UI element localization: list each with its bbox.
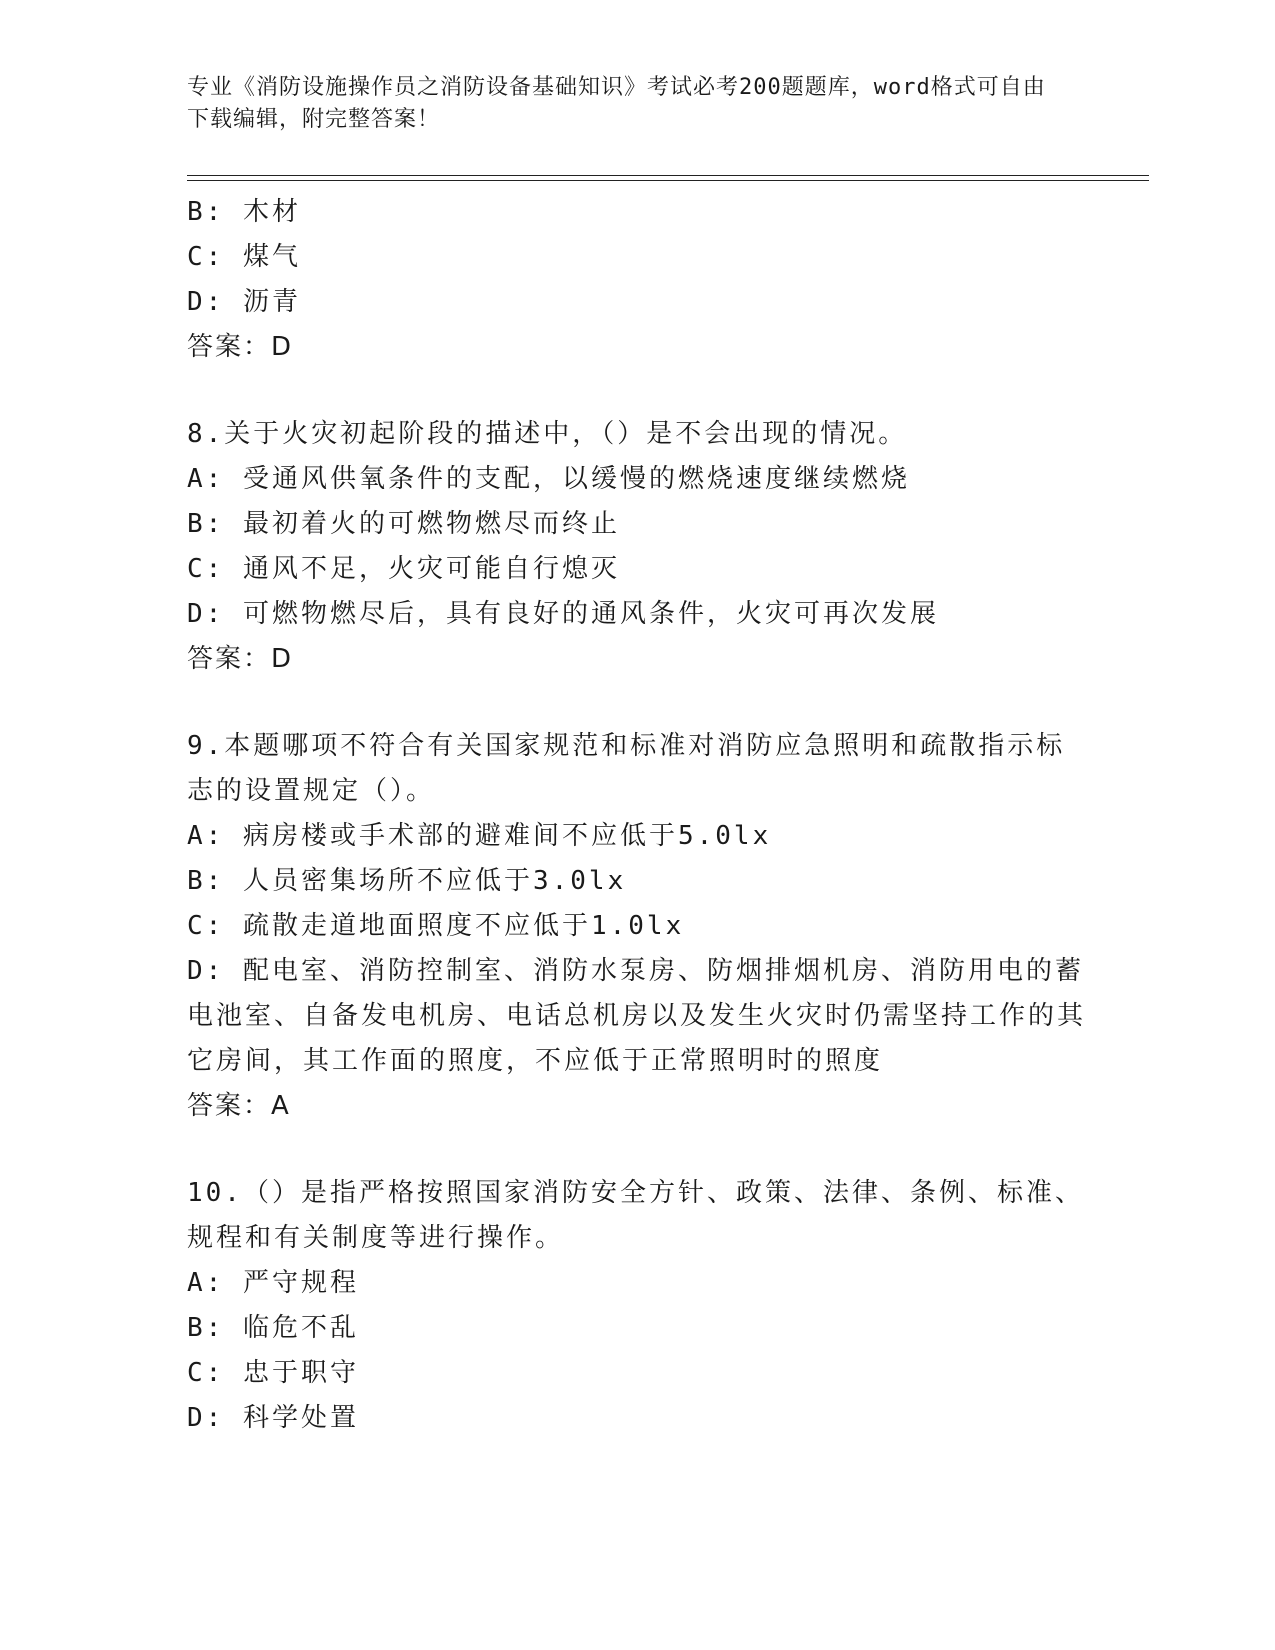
option-a: A: 严守规程 [187,1268,359,1298]
question-title: 8.关于火灾初起阶段的描述中，（）是不会出现的情况。 [187,419,908,449]
option-c: C: 疏散走道地面照度不应低于1.0lx [187,911,685,941]
option-b: B: 最初着火的可燃物燃尽而终止 [187,509,620,539]
option-b: B: 人员密集场所不应低于3.0lx [187,866,627,896]
question-10 [187,1171,1087,1441]
option-a: A: 病房楼或手术部的避难间不应低于5.0lx [187,821,772,851]
option-c: C: 通风不足，火灾可能自行熄灭 [187,554,620,584]
header-divider-top [187,175,1149,176]
option-c: C: 忠于职守 [187,1358,359,1388]
answer-line: 答案：D [187,332,294,362]
option-d: D: 可燃物燃尽后，具有良好的通风条件，火灾可再次发展 [187,599,939,629]
question-9 [187,724,1087,1129]
option-d: D: 科学处置 [187,1403,359,1433]
header-divider-bottom [187,180,1149,181]
option-d: D: 沥青 [187,287,301,317]
answer-line: 答案：A [187,1091,291,1121]
document-header: 专业《消防设施操作员之消防设备基础知识》考试必考200题题库，word格式可自由下载编辑，附完整答案！ [187,75,1046,132]
option-d: D: 配电室、消防控制室、消防水泵房、防烟排烟机房、消防用电的蓄电池室、自备发电机房、电话总机房以及发生火灾时仍需坚持工作的其它房间，其工作面的照度，不应低于正常照明时的照度 [187,956,1087,1076]
question-list [187,190,1087,1441]
answer-line: 答案：D [187,644,294,674]
option-b: B: 临危不乱 [187,1313,359,1343]
question-partial [187,190,1087,370]
question-8 [187,412,1087,682]
option-b: B: 木材 [187,197,301,227]
option-a: A: 受通风供氧条件的支配，以缓慢的燃烧速度继续燃烧 [187,464,910,494]
question-title: 9.本题哪项不符合有关国家规范和标准对消防应急照明和疏散指示标志的设置规定（）。 [187,731,1066,806]
option-c: C: 煤气 [187,242,301,272]
question-title: 10.（）是指严格按照国家消防安全方针、政策、法律、条例、标准、规程和有关制度等进行操作。 [187,1178,1084,1253]
